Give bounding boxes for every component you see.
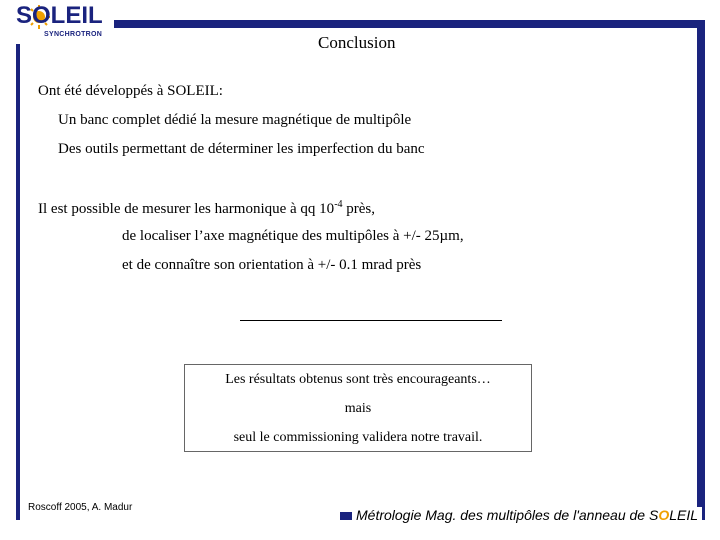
results-line-1: Les résultats obtenus sont très encourageants… <box>225 372 491 387</box>
possible-lead <box>38 199 375 218</box>
results-box <box>184 364 532 452</box>
possible-line-2: de localiser l’axe magnétique des multipôles à +/- 25µm, <box>122 228 464 244</box>
results-line-2: mais <box>344 401 372 416</box>
intro-text: Ont été développés à SOLEIL: <box>38 83 223 99</box>
footer-title-prefix: Métrologie Mag. des multipôles de l'anneau de S <box>356 507 659 523</box>
development-item-1: Un banc complet dédié la mesure magnétique de multipôle <box>58 112 412 128</box>
logo-text: SOLEIL <box>16 2 103 29</box>
footer-title-o: O <box>658 507 670 523</box>
frame-top-bar <box>22 20 705 28</box>
slide-title: Conclusion <box>318 33 396 52</box>
divider-line <box>240 320 502 321</box>
logo-subtitle: SYNCHROTRON <box>44 31 103 38</box>
frame-right-bar <box>697 20 705 520</box>
soleil-logo <box>14 2 114 44</box>
possible-line-3: et de connaître son orientation à +/- 0.1 mrad près <box>122 257 422 273</box>
results-line-3: seul le commissioning validera notre travail. <box>233 430 483 445</box>
frame-left-bar <box>16 36 20 520</box>
possible-lead-exponent: -4 <box>334 199 343 210</box>
footer-title <box>352 507 702 523</box>
development-item-2: Des outils permettant de déterminer les imperfection du banc <box>58 141 425 157</box>
footer-title-suffix: LEIL <box>669 507 699 523</box>
possible-lead-tail: près, <box>342 201 376 217</box>
footer-author: Roscoff 2005, A. Madur <box>28 502 133 513</box>
possible-lead-text: Il est possible de mesurer les harmonique à qq 10 <box>38 201 335 217</box>
